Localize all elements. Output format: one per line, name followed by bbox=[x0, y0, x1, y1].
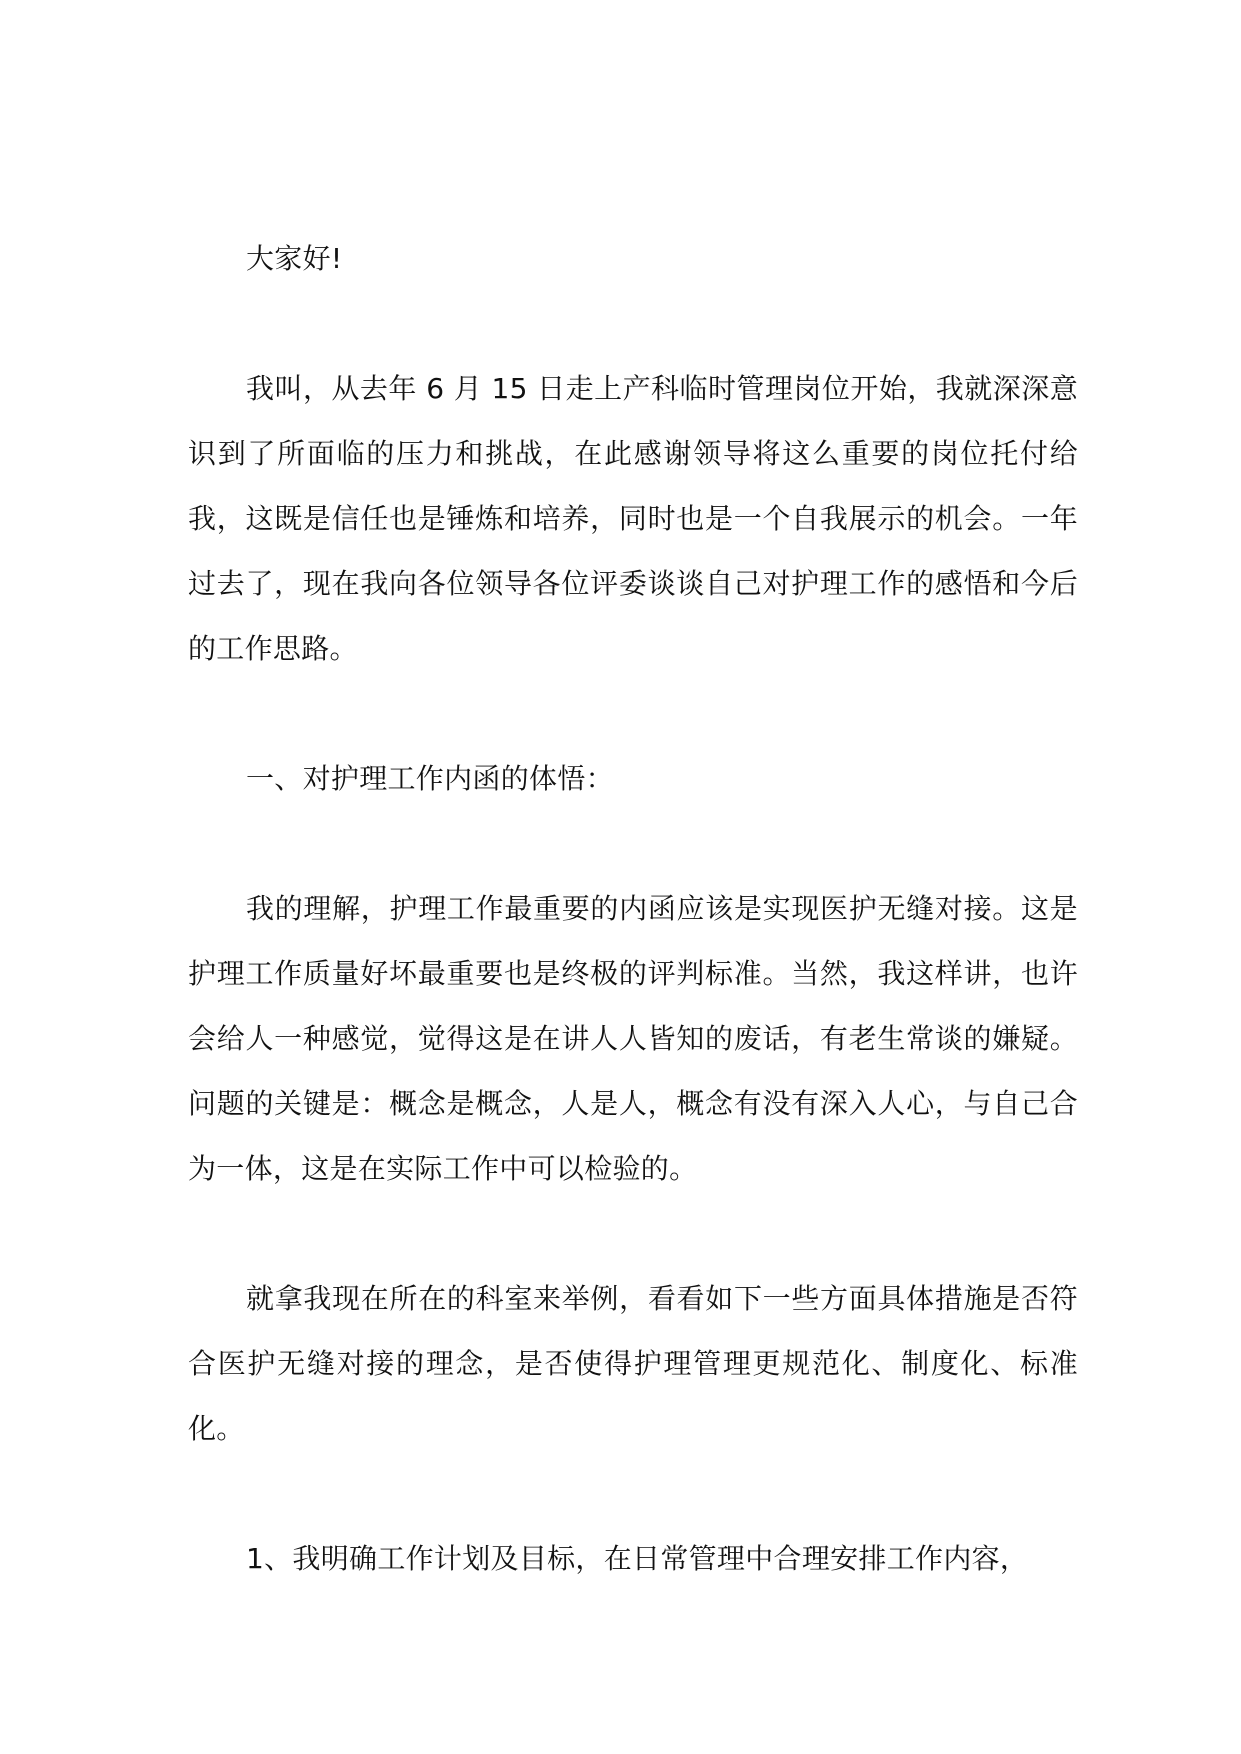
section-heading: 一、对护理工作内函的体悟： bbox=[246, 762, 614, 795]
greeting-paragraph: 大家好! bbox=[246, 242, 343, 275]
understanding-paragraph: 我的理解，护理工作最重要的内函应该是实现医护无缝对接。这是护理工作质量好坏最重要也是终极的评判标准。当然，我这样讲，也许会给人一种感觉，觉得这是在讲人人皆知的废话，有老生常谈的嫌疑。问题的关键是：概念是概念，人是人，概念有没有深入人心，与自己合为一体，这是在实际工作中可以检验的。 bbox=[188, 892, 1078, 1185]
list-item-1-paragraph: 1、我明确工作计划及目标，在日常管理中合理安排工作内容， bbox=[246, 1542, 1029, 1575]
intro-paragraph: 我叫，从去年 6 月 15 日走上产科临时管理岗位开始，我就深深意识到了所面临的压力和挑战，在此感谢领导将这么重要的岗位托付给我，这既是信任也是锤炼和培养，同时也是一个自我展示的机会。一年过去了，现在我向各位领导各位评委谈谈自己对护理工作的感悟和今后的工作思路。 bbox=[188, 372, 1078, 665]
document-body bbox=[188, 226, 1078, 1591]
example-paragraph: 就拿我现在所在的科室来举例，看看如下一些方面具体措施是否符合医护无缝对接的理念，是否使得护理管理更规范化、制度化、标准化。 bbox=[188, 1282, 1078, 1445]
